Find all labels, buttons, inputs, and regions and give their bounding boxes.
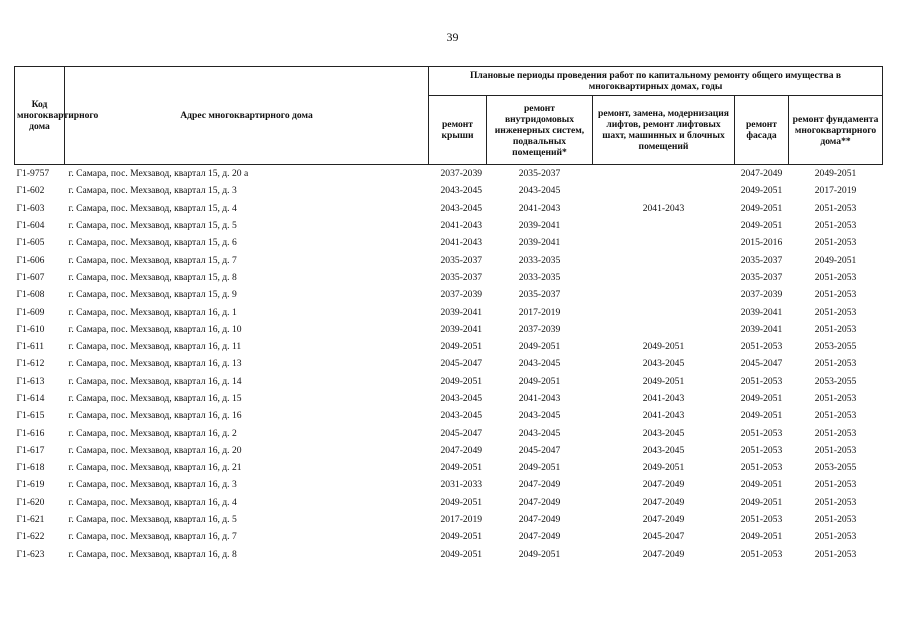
table-row [15,234,883,251]
cell-foundation: 2051-2053 [814,220,857,232]
cell-roof: 2037-2039 [440,168,483,180]
cell-foundation: 2051-2053 [814,531,857,543]
cell-address: г. Самара, пос. Мехзавод, квартал 15, д. 5 [68,220,237,232]
cell-address: г. Самара, пос. Мехзавод, квартал 16, д. 14 [68,375,242,387]
cell-address: г. Самара, пос. Мехзавод, квартал 15, д. 20 а [68,168,249,180]
cell-foundation: 2051-2053 [814,496,857,508]
cell-facade: 2015-2016 [740,237,783,249]
cell-code: Г1-614 [16,393,45,404]
cell-facade: 2049-2051 [740,220,783,232]
cell-facade: 2049-2051 [740,479,783,491]
table-row [15,459,883,476]
cell-foundation: 2051-2053 [814,410,857,422]
cell-engineering: 2047-2049 [518,531,561,543]
header-roof: ремонт крыши [429,96,487,165]
cell-lifts: 2047-2049 [642,514,685,526]
cell-address: г. Самара, пос. Мехзавод, квартал 16, д. 20 [68,444,242,456]
table-row [15,528,883,545]
table-row [15,338,883,355]
cell-lifts: 2043-2045 [642,427,685,439]
cell-facade: 2051-2053 [740,375,783,387]
cell-address: г. Самара, пос. Мехзавод, квартал 16, д. 11 [68,341,242,353]
table-row [15,165,883,183]
cell-facade: 2049-2051 [740,393,783,404]
cell-engineering: 2047-2049 [518,514,561,526]
table-row [15,546,883,563]
cell-engineering: 2049-2051 [518,462,561,474]
cell-facade: 2049-2051 [740,202,783,214]
cell-address: г. Самара, пос. Мехзавод, квартал 16, д. 21 [68,462,242,474]
cell-facade: 2049-2051 [740,496,783,508]
cell-engineering: 2049-2051 [518,375,561,387]
cell-address: г. Самара, пос. Мехзавод, квартал 15, д. 4 [68,202,237,214]
cell-foundation: 2051-2053 [814,306,857,318]
cell-lifts [593,286,735,303]
cell-code: Г1-622 [16,531,45,543]
cell-code: Г1-621 [16,514,45,526]
cell-address: г. Самара, пос. Мехзавод, квартал 16, д. 13 [68,358,242,370]
cell-code: Г1-612 [16,358,45,370]
cell-foundation: 2049-2051 [814,254,857,266]
cell-code: Г1-607 [16,271,45,283]
cell-lifts: 2045-2047 [642,531,685,543]
cell-lifts: 2049-2051 [642,462,685,474]
cell-code: Г1-615 [16,410,45,422]
cell-address: г. Самара, пос. Мехзавод, квартал 15, д. 3 [68,185,237,197]
cell-facade: 2035-2037 [740,254,783,266]
table-row [15,321,883,338]
cell-roof: 2045-2047 [440,427,483,439]
cell-facade: 2039-2041 [740,323,783,335]
cell-engineering: 2041-2043 [518,202,561,214]
cell-address: г. Самара, пос. Мехзавод, квартал 15, д. 9 [68,289,237,301]
cell-lifts [593,182,735,199]
cell-roof: 2041-2043 [440,237,483,249]
cell-address: г. Самара, пос. Мехзавод, квартал 16, д. 4 [68,496,237,508]
cell-facade: 2051-2053 [740,514,783,526]
cell-foundation: 2051-2053 [814,548,857,560]
table-row [15,286,883,303]
cell-address: г. Самара, пос. Мехзавод, квартал 16, д. 7 [68,531,237,543]
table-row [15,355,883,372]
capital-repair-schedule-table [14,66,883,563]
cell-lifts: 2047-2049 [642,479,685,491]
page-number: 39 [446,30,459,44]
cell-facade: 2045-2047 [740,358,783,370]
cell-roof: 2031-2033 [440,479,483,491]
cell-foundation: 2051-2053 [814,237,857,249]
cell-facade: 2047-2049 [740,168,783,180]
table-row [15,200,883,217]
cell-address: г. Самара, пос. Мехзавод, квартал 16, д. 15 [68,393,242,404]
cell-foundation: 2051-2053 [814,514,857,526]
cell-engineering: 2047-2049 [518,496,561,508]
cell-engineering: 2043-2045 [518,358,561,370]
header-lifts: ремонт, замена, модернизация лифтов, ремонт лифтовых шахт, машинных и блочных помещений [593,96,735,165]
header-code: Код многоквартирного дома [15,67,65,165]
cell-roof: 2035-2037 [440,254,483,266]
cell-address: г. Самара, пос. Мехзавод, квартал 16, д. 10 [68,323,242,335]
table-row [15,303,883,320]
cell-lifts: 2049-2051 [642,341,685,353]
cell-address: г. Самара, пос. Мехзавод, квартал 16, д. 1 [68,306,237,318]
cell-roof: 2039-2041 [440,323,483,335]
cell-lifts [593,217,735,234]
cell-facade: 2051-2053 [740,341,783,353]
table-row [15,217,883,234]
cell-foundation: 2051-2053 [814,358,857,370]
cell-engineering: 2039-2041 [518,237,561,249]
cell-address: г. Самара, пос. Мехзавод, квартал 15, д. 8 [68,271,237,283]
cell-code: Г1-623 [16,548,45,560]
cell-roof: 2049-2051 [440,496,483,508]
cell-foundation: 2051-2053 [814,289,857,301]
cell-foundation: 2017-2019 [814,185,857,197]
cell-engineering: 2043-2045 [518,427,561,439]
cell-lifts: 2043-2045 [642,444,685,456]
table-body [15,165,883,563]
cell-lifts [593,269,735,286]
cell-code: Г1-602 [16,185,45,197]
cell-facade: 2035-2037 [740,271,783,283]
cell-foundation: 2051-2053 [814,479,857,491]
cell-code: Г1-619 [16,479,45,491]
table-row [15,407,883,424]
cell-lifts [593,234,735,251]
cell-lifts [593,321,735,338]
cell-foundation: 2051-2053 [814,271,857,283]
cell-roof: 2043-2045 [440,202,483,214]
cell-code: Г1-609 [16,306,45,318]
cell-roof: 2049-2051 [440,462,483,474]
cell-roof: 2037-2039 [440,289,483,301]
cell-engineering: 2035-2037 [518,168,561,180]
cell-roof: 2049-2051 [440,548,483,560]
cell-facade: 2051-2053 [740,548,783,560]
cell-roof: 2045-2047 [440,358,483,370]
cell-code: Г1-606 [16,254,45,266]
cell-foundation: 2053-2055 [814,341,857,353]
cell-address: г. Самара, пос. Мехзавод, квартал 16, д. 5 [68,514,237,526]
cell-address: г. Самара, пос. Мехзавод, квартал 16, д. 8 [68,548,237,560]
cell-address: г. Самара, пос. Мехзавод, квартал 16, д. 3 [68,479,237,491]
header-engineering: ремонт внутридомовых инженерных систем, подвальных помещений* [487,96,593,165]
cell-roof: 2035-2037 [440,271,483,283]
cell-foundation: 2051-2053 [814,202,857,214]
table-row [15,390,883,407]
cell-foundation: 2051-2053 [814,323,857,335]
cell-lifts: 2047-2049 [642,548,685,560]
cell-address: г. Самара, пос. Мехзавод, квартал 16, д. 2 [68,427,237,439]
header-address: Адрес многоквартирного дома [65,67,429,165]
cell-engineering: 2049-2051 [518,548,561,560]
header-foundation: ремонт фундамента многоквартирного дома** [789,96,883,165]
table-row [15,373,883,390]
table-row [15,269,883,286]
table-row [15,424,883,441]
cell-code: Г1-618 [16,462,45,474]
cell-roof: 2047-2049 [440,444,483,456]
table-row [15,494,883,511]
cell-foundation: 2049-2051 [814,168,857,180]
cell-code: Г1-610 [16,323,45,335]
cell-roof: 2049-2051 [440,375,483,387]
cell-lifts: 2049-2051 [642,375,685,387]
cell-roof: 2049-2051 [440,341,483,353]
cell-address: г. Самара, пос. Мехзавод, квартал 16, д. 16 [68,410,242,422]
cell-lifts [593,303,735,320]
cell-lifts [593,165,735,183]
cell-facade: 2051-2053 [740,427,783,439]
cell-lifts: 2047-2049 [642,496,685,508]
cell-code: Г1-620 [16,496,45,508]
header-periods-group: Плановые периоды проведения работ по капитальному ремонту общего имущества в многоквартирных домах, годы [429,67,883,96]
cell-lifts: 2043-2045 [642,358,685,370]
cell-code: Г1-617 [16,444,45,456]
cell-roof: 2039-2041 [440,306,483,318]
cell-facade: 2051-2053 [740,462,783,474]
cell-lifts: 2041-2043 [642,202,685,214]
cell-engineering: 2035-2037 [518,289,561,301]
cell-code: Г1-603 [16,202,45,214]
cell-engineering: 2043-2045 [518,410,561,422]
cell-foundation: 2051-2053 [814,427,857,439]
cell-facade: 2049-2051 [740,185,783,197]
cell-engineering: 2047-2049 [518,479,561,491]
cell-facade: 2051-2053 [740,444,783,456]
cell-facade: 2039-2041 [740,306,783,318]
cell-facade: 2037-2039 [740,289,783,301]
cell-code: Г1-604 [16,220,45,232]
cell-foundation: 2053-2055 [814,462,857,474]
table-row [15,251,883,268]
cell-facade: 2049-2051 [740,410,783,422]
header-facade: ремонт фасада [735,96,789,165]
table-row [15,511,883,528]
table-header [15,67,883,165]
cell-engineering: 2037-2039 [518,323,561,335]
cell-roof: 2043-2045 [440,410,483,422]
cell-roof: 2017-2019 [440,514,483,526]
cell-code: Г1-611 [16,341,45,353]
cell-engineering: 2045-2047 [518,444,561,456]
cell-lifts: 2041-2043 [642,410,685,422]
cell-roof: 2043-2045 [440,185,483,197]
cell-engineering: 2033-2035 [518,271,561,283]
cell-foundation: 2051-2053 [814,444,857,456]
table-row [15,182,883,199]
cell-address: г. Самара, пос. Мехзавод, квартал 15, д. 6 [68,237,237,249]
cell-facade: 2049-2051 [740,531,783,543]
cell-lifts: 2041-2043 [642,393,685,404]
cell-code: Г1-616 [16,427,45,439]
cell-engineering: 2017-2019 [518,306,561,318]
cell-engineering: 2049-2051 [518,341,561,353]
cell-address: г. Самара, пос. Мехзавод, квартал 15, д. 7 [68,254,237,266]
cell-code: Г1-608 [16,289,45,301]
cell-engineering: 2043-2045 [518,185,561,197]
cell-foundation: 2051-2053 [814,393,857,404]
cell-code: Г1-9757 [16,168,50,180]
cell-code: Г1-605 [16,237,45,249]
cell-foundation: 2053-2055 [814,375,857,387]
cell-engineering: 2039-2041 [518,220,561,232]
cell-engineering: 2041-2043 [518,393,561,404]
cell-engineering: 2033-2035 [518,254,561,266]
cell-roof: 2043-2045 [440,393,483,404]
table-row [15,476,883,493]
cell-roof: 2049-2051 [440,531,483,543]
cell-roof: 2041-2043 [440,220,483,232]
table-row [15,442,883,459]
cell-lifts [593,251,735,268]
cell-code: Г1-613 [16,375,45,387]
